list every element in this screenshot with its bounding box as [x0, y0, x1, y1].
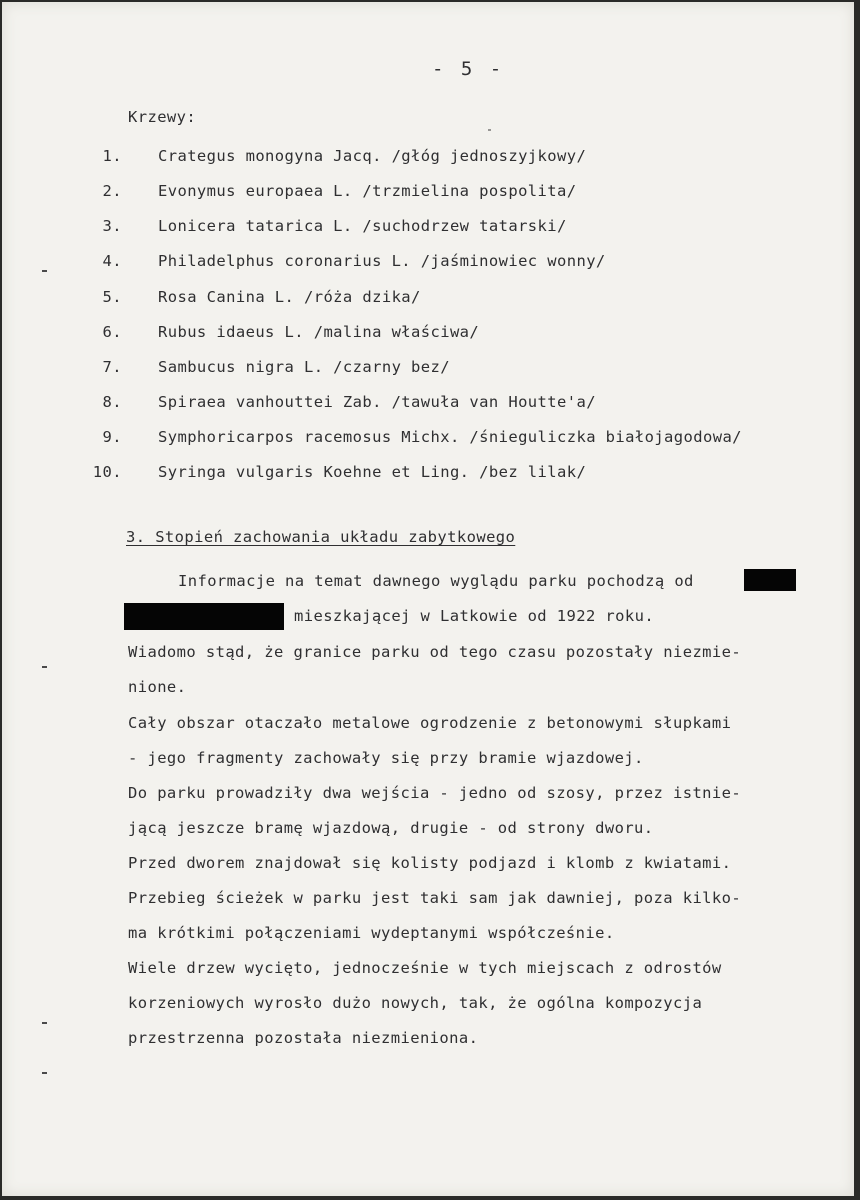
margin-mark [42, 1022, 47, 1024]
list-item-number: 1. [102, 147, 122, 165]
list-item-number: 7. [102, 358, 122, 376]
paragraph-line: korzeniowych wyrosło dużo nowych, tak, że ogólna kompozycja [128, 994, 703, 1012]
page-number: - 5 - [432, 58, 505, 80]
paragraph-line: ma krótkimi połączeniami wydeptanymi współcześnie. [128, 924, 615, 942]
paragraph-line: Cały obszar otaczało metalowe ogrodzenie z betonowymi słupkami [128, 714, 732, 732]
list-item-number: 6. [102, 323, 122, 341]
section-title: 3. Stopień zachowania układu zabytkowego [126, 528, 516, 546]
paragraph-line: Informacje na temat dawnego wyglądu parku pochodzą od [178, 572, 694, 590]
margin-mark [42, 270, 47, 272]
list-item-number: 9. [102, 428, 122, 446]
list-item-text: Evonymus europaea L. /trzmielina pospolita/ [158, 182, 577, 200]
list-item-text: Sambucus nigra L. /czarny bez/ [158, 358, 450, 376]
list-item-text: Syringa vulgaris Koehne et Ling. /bez lilak/ [158, 463, 587, 481]
paragraph-line: przestrzenna pozostała niezmieniona. [128, 1029, 479, 1047]
list-item-number: 10. [92, 463, 122, 481]
paragraph-line: mieszkającej w Latkowie od 1922 roku. [294, 607, 655, 625]
list-item-text: Lonicera tatarica L. /suchodrzew tatarski/ [158, 217, 567, 235]
redaction-bar [744, 569, 796, 591]
list-item-number: 5. [102, 288, 122, 306]
paragraph-line: Do parku prowadziły dwa wejścia - jedno od szosy, przez istnie- [128, 784, 742, 802]
list-item-number: 8. [102, 393, 122, 411]
list-item-number: 3. [102, 217, 122, 235]
document-page [2, 2, 854, 1196]
paragraph-line: - jego fragmenty zachowały się przy bramie wjazdowej. [128, 749, 644, 767]
margin-mark [42, 1072, 47, 1074]
paragraph-line: Wiadomo stąd, że granice parku od tego czasu pozostały niezmie- [128, 643, 742, 661]
paragraph-line: Wiele drzew wycięto, jednocześnie w tych miejscach z odrostów [128, 959, 722, 977]
margin-mark [488, 129, 491, 131]
list-item-text: Rubus idaeus L. /malina właściwa/ [158, 323, 480, 341]
list-item-text: Symphoricarpos racemosus Michx. /śnieguliczka białojagodowa/ [158, 428, 742, 446]
list-item-text: Philadelphus coronarius L. /jaśminowiec wonny/ [158, 252, 606, 270]
list-item-text: Spiraea vanhouttei Zab. /tawuła van Houtte'a/ [158, 393, 596, 411]
margin-mark [42, 666, 47, 668]
paragraph-line: jącą jeszcze bramę wjazdową, drugie - od strony dworu. [128, 819, 654, 837]
redaction-bar [124, 603, 284, 630]
paragraph-line: Przebieg ścieżek w parku jest taki sam jak dawniej, poza kilko- [128, 889, 742, 907]
shrubs-heading: Krzewy: [128, 108, 197, 126]
list-item-number: 4. [102, 252, 122, 270]
paragraph-line: Przed dworem znajdował się kolisty podjazd i klomb z kwiatami. [128, 854, 732, 872]
paragraph-line: nione. [128, 678, 187, 696]
list-item-number: 2. [102, 182, 122, 200]
list-item-text: Rosa Canina L. /róża dzika/ [158, 288, 421, 306]
list-item-text: Crategus monogyna Jacq. /głóg jednoszyjkowy/ [158, 147, 587, 165]
